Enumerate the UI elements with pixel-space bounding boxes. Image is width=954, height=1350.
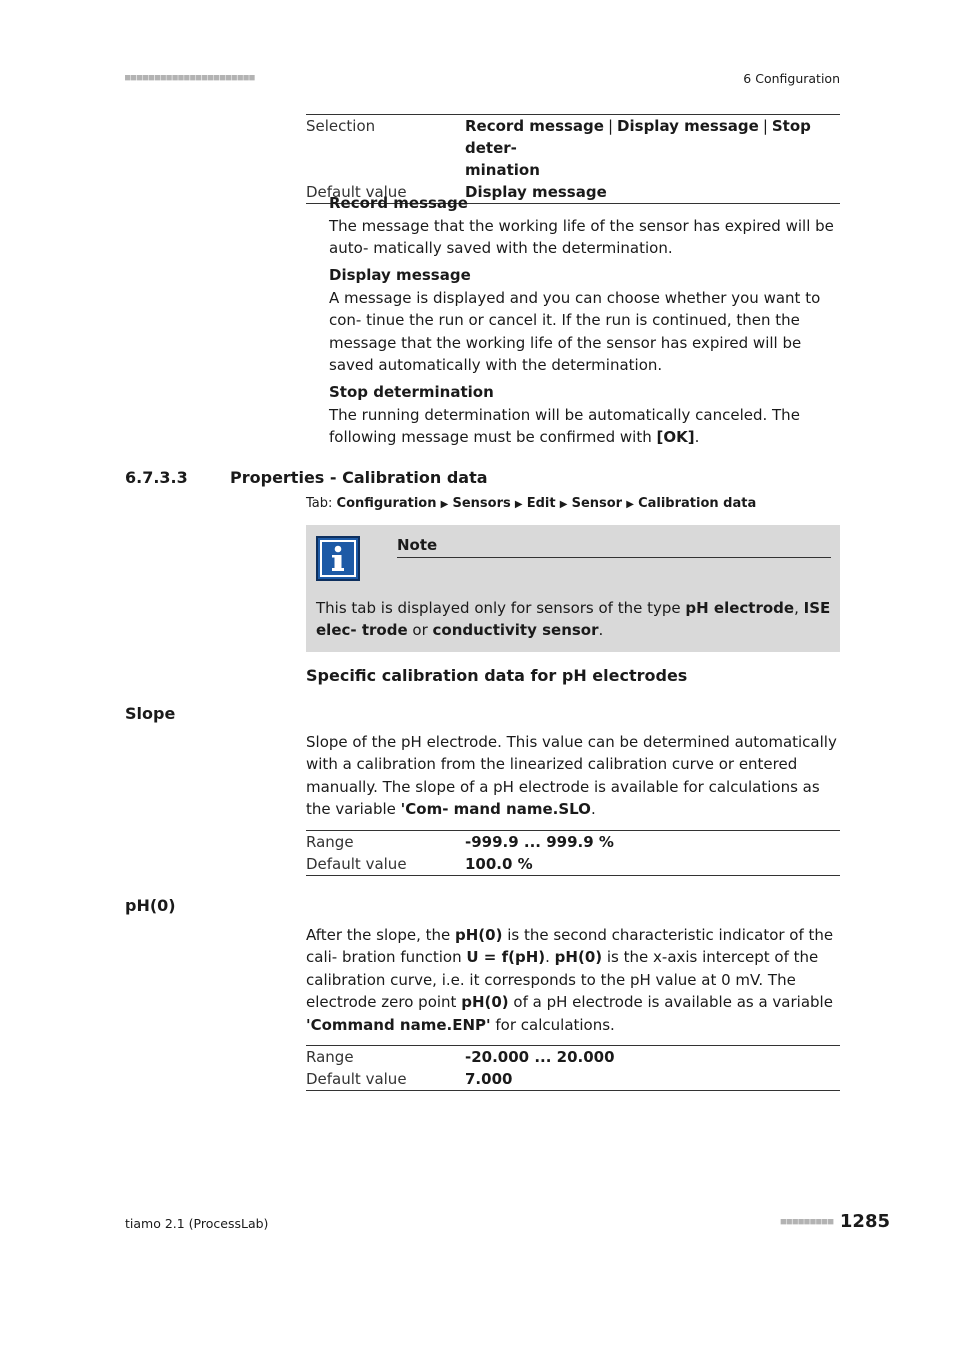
ok-label: [OK] — [656, 428, 695, 447]
ph0-heading: pH(0) — [125, 896, 176, 915]
ph0-text: After the slope, the pH(0) is the second characteristic indicator of the cali- bration function U = f(pH). pH(0) is the x-axis intercept of the calibration curve, i.e. it corresponds to the pH value at 0 mV. The electrode zero point pH(0) of a pH electrode is available as a variable 'Command name.ENP' for calculations. — [306, 926, 834, 1034]
subheading: Specific calibration data for pH electrodes — [306, 666, 688, 685]
note-text: This tab is displayed only for sensors of the type pH electrode, ISE elec- trode or conductivity sensor. — [316, 599, 831, 640]
arrow-icon: ▶ — [559, 499, 568, 510]
record-message-text: The message that the working life of the sensor has expired will be auto- matically saved with the determination. — [329, 216, 834, 258]
ph0-table — [306, 1045, 840, 1091]
default-label: Default value — [306, 855, 407, 873]
display-message-text: A message is displayed and you can choose whether you want to con- tinue the run or cancel it. If the run is continued, then the message that the working life of the sensor has expired will be saved automatically with the determination. — [329, 288, 821, 375]
arrow-icon: ▶ — [514, 499, 523, 510]
slope-text: Slope of the pH electrode. This value can be determined automatically with a calibration from the linearized calibration curve or entered manually. The slope of a pH electrode is available for calculations as the variable 'Com- mand name.SLO. — [306, 733, 837, 819]
arrow-icon: ▶ — [626, 499, 634, 510]
selection-row — [306, 115, 840, 181]
option-stop: Stop deter- — [465, 117, 811, 157]
footer-dots: ■■■■■■■■■ — [780, 1216, 834, 1227]
selection-table — [306, 114, 840, 204]
arrow-icon: ▶ — [440, 499, 449, 510]
display-message-title: Display message — [329, 266, 471, 284]
page-number: 1285 — [839, 1211, 890, 1232]
option-display: Display message — [617, 117, 759, 135]
ph0-default-row — [306, 1068, 840, 1090]
display-message-block — [329, 264, 841, 377]
default-value: 7.000 — [465, 1070, 513, 1088]
note-title: Note — [397, 535, 831, 558]
default-label: Default value — [306, 1070, 407, 1088]
range-label: Range — [306, 833, 354, 851]
stop-determination-title: Stop determination — [329, 383, 494, 401]
section-number: 6.7.3.3 — [125, 468, 188, 487]
default-value: Display message — [465, 183, 607, 201]
separator: | — [607, 117, 614, 135]
tab-path: Tab: Configuration ▶ Sensors ▶ Edit ▶ Sensor ▶ Calibration data — [306, 496, 757, 511]
section-title: Properties - Calibration data — [230, 468, 488, 487]
note-box — [306, 525, 840, 652]
footer-product: tiamo 2.1 (ProcessLab) — [125, 1216, 269, 1231]
separator: | — [762, 117, 768, 135]
slope-heading: Slope — [125, 704, 176, 723]
slope-range-row — [306, 831, 840, 853]
range-value: -20.000 ... 20.000 — [465, 1048, 615, 1066]
option-stop-cont: mination — [465, 161, 540, 179]
ph0-range-row — [306, 1046, 840, 1068]
default-value: 100.0 % — [465, 855, 533, 873]
stop-determination-block — [329, 381, 841, 449]
range-label: Range — [306, 1048, 354, 1066]
range-value: -999.9 ... 999.9 % — [465, 833, 614, 851]
header-dots: ■■■■■■■■■■■■■■■■■■■■■■ — [125, 73, 256, 83]
selection-label: Selection — [306, 117, 376, 135]
footer-page — [781, 1211, 890, 1232]
record-message-block — [329, 192, 841, 260]
info-icon — [316, 536, 360, 581]
stop-determination-text: The running determination will be automatically canceled. The following message must be confirmed with [OK]. — [329, 405, 800, 447]
chapter-title: 6 Configuration — [743, 71, 840, 86]
slope-table — [306, 830, 840, 876]
option-record: Record message — [465, 117, 604, 135]
default-label: Default value — [306, 183, 407, 201]
record-message-title: Record message — [329, 194, 468, 212]
slope-default-row — [306, 853, 840, 875]
selection-values — [465, 115, 840, 181]
